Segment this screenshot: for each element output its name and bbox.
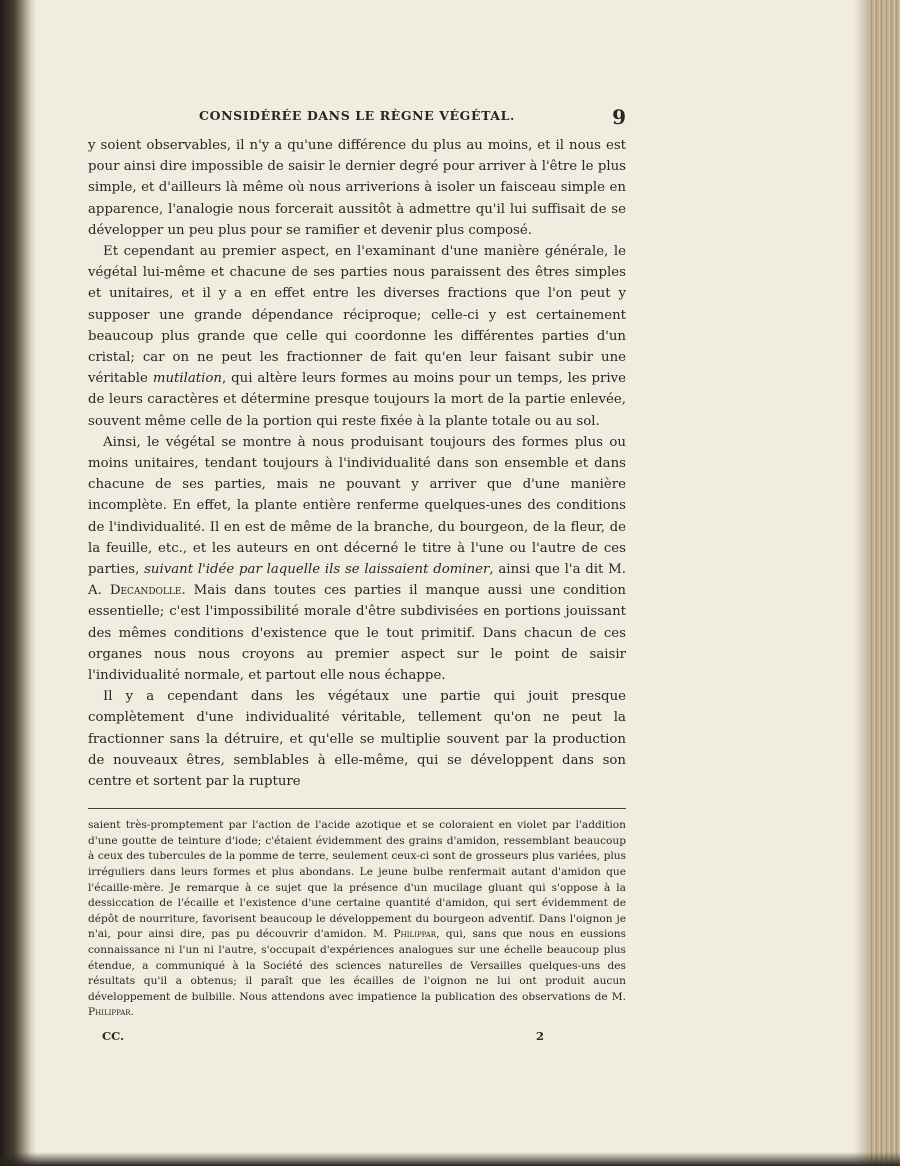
footnote [88, 818, 626, 1021]
page-stack-edge [868, 0, 900, 1166]
running-title: CONSIDÉRÉE DANS LE RÈGNE VÉGÉTAL. [199, 108, 515, 123]
author-name-philippar-2: Philippar [88, 1006, 131, 1019]
paragraph-4 [88, 686, 626, 792]
page-number: 9 [612, 105, 626, 129]
paragraph-3-text-c: . Mais dans toutes ces parties il manque aussi une condition essentielle; c'est l'impossibilité morale d'être subdivisées en portions jouissant des mêmes conditions d'existence que le tout primitif. Dans chacun de ces organes nous nous croyons au premier aspect sur le point de saisir l'individualité normale, et partout elle nous échappe. [88, 583, 626, 684]
signature-line [88, 1025, 626, 1047]
paragraph-3-emphasis: suivant l'idée par laquelle ils se laissaient dominer [144, 562, 490, 578]
paragraph-3-text-b: , ainsi que l'a dit M. A. [88, 562, 626, 599]
author-name-decandolle: Decandolle [109, 583, 182, 599]
footnote-text-a: saient très-promptement par l'action de l'acide azotique et se coloraient en violet par l'addition d'une goutte de teinture d'iode; c'étaient évidemment des grains d'amidon, ressemblant beaucoup à ceux des tubercules de la pomme de terre, seulement ceux-ci sont de grosseurs plus variées, plus irréguliers dans leurs formes et plus abondans. Le jeune bulbe renfermait autant d'amidon que l'écaille-mère. Je remarque à ce sujet que la présence d'un mucilage gluant qui s'oppose à la dessiccation de l'écaille et l'existence d'une certaine quantité d'amidon, qui sert évidemment de dépôt de nourriture, favorisent beaucoup le développement du bourgeon adventif. Dans l'oignon je n'ai, pour ainsi dire, pas pu découvrir d'amidon. M. [88, 819, 626, 941]
signature-mark: CC. [102, 1029, 125, 1044]
paragraph-2-emphasis: mutilation [152, 371, 222, 387]
gathering-number: 2 [536, 1029, 545, 1044]
paragraph-1 [88, 135, 626, 241]
page-gutter-shadow [854, 0, 868, 1166]
running-head [88, 105, 626, 135]
footnote-paragraph [88, 818, 626, 1021]
paragraph-2-text-a: Et cependant au premier aspect, en l'examinant d'une manière générale, le végétal lui-même et chacune de ses parties nous paraissent des êtres simples et unitaires, et il y a en effet entre les diverses fractions que l'on peut y supposer une grande dépendance réciproque; celle-ci y est certainement beaucoup plus grande que celle qui coordonne les différentes parties d'un cristal; car on ne peut les fractionner de fait qu'en leur faisant subir une véritable [88, 244, 626, 387]
footnote-text-b: , qui, sans que nous en eussions connaissance ni l'un ni l'autre, s'occupait d'expériences analogues sur une échelle beaucoup plus étendue, a communiqué à la Société des sciences naturelles de Versailles quelques-uns des résultats qu'il a obtenus; il paraît que les écailles de l'oignon ne lui ont produit aucun développement de bulbille. Nous attendons avec impatience la publication des observations de M. [88, 928, 626, 1003]
paragraph-3-text-a: Ainsi, le végétal se montre à nous produisant toujours des formes plus ou moins unitaires, tendant toujours à l'individualité dans son ensemble et dans chacune de ses parties, mais ne pouvant y arriver que d'une manière incomplète. En effet, la plante entière renferme quelques-unes des conditions de l'individualité. Il en est de même de la branche, du bourgeon, de la fleur, de la feuille, etc., et les auteurs en ont décerné le titre à l'une ou l'autre de ces parties, [88, 434, 626, 578]
bottom-edge-shadow [0, 1152, 900, 1166]
paragraph-4-text: Il y a cependant dans les végétaux une partie qui jouit presque complètement d'une individualité véritable, tellement qu'on ne peut la fractionner sans la détruire, et qu'elle se multiplie souvent par la production de nouveaux êtres, semblables à elle-même, qui se développent dans son centre et sortent par la rupture [88, 689, 626, 790]
footnote-text-c: . [130, 1006, 134, 1019]
page-content [88, 105, 626, 1047]
main-text [88, 135, 626, 792]
footnote-separator [88, 808, 626, 809]
author-name-philippar-1: Philippar [393, 928, 437, 941]
book-spine-edge [0, 0, 36, 1166]
paragraph-3 [88, 432, 626, 686]
paragraph-2 [88, 241, 626, 432]
paragraph-1-text: y soient observables, il n'y a qu'une différence du plus au moins, et il nous est pour ainsi dire impossible de saisir le dernier degré pour arriver à l'être le plus simple, et d'ailleurs là même où nous arriverions à isoler un faisceau simple en apparence, l'analogie nous forcerait aussitôt à admettre qu'il lui suffisait de se développer un peu plus pour se ramifier et devenir plus composé. [88, 138, 626, 238]
paragraph-2-text-b: , qui altère leurs formes au moins pour un temps, les prive de leurs caractères et détermine presque toujours la mort de la partie enlevée, souvent même celle de la portion qui reste fixée à la plante totale ou au sol. [88, 371, 626, 429]
